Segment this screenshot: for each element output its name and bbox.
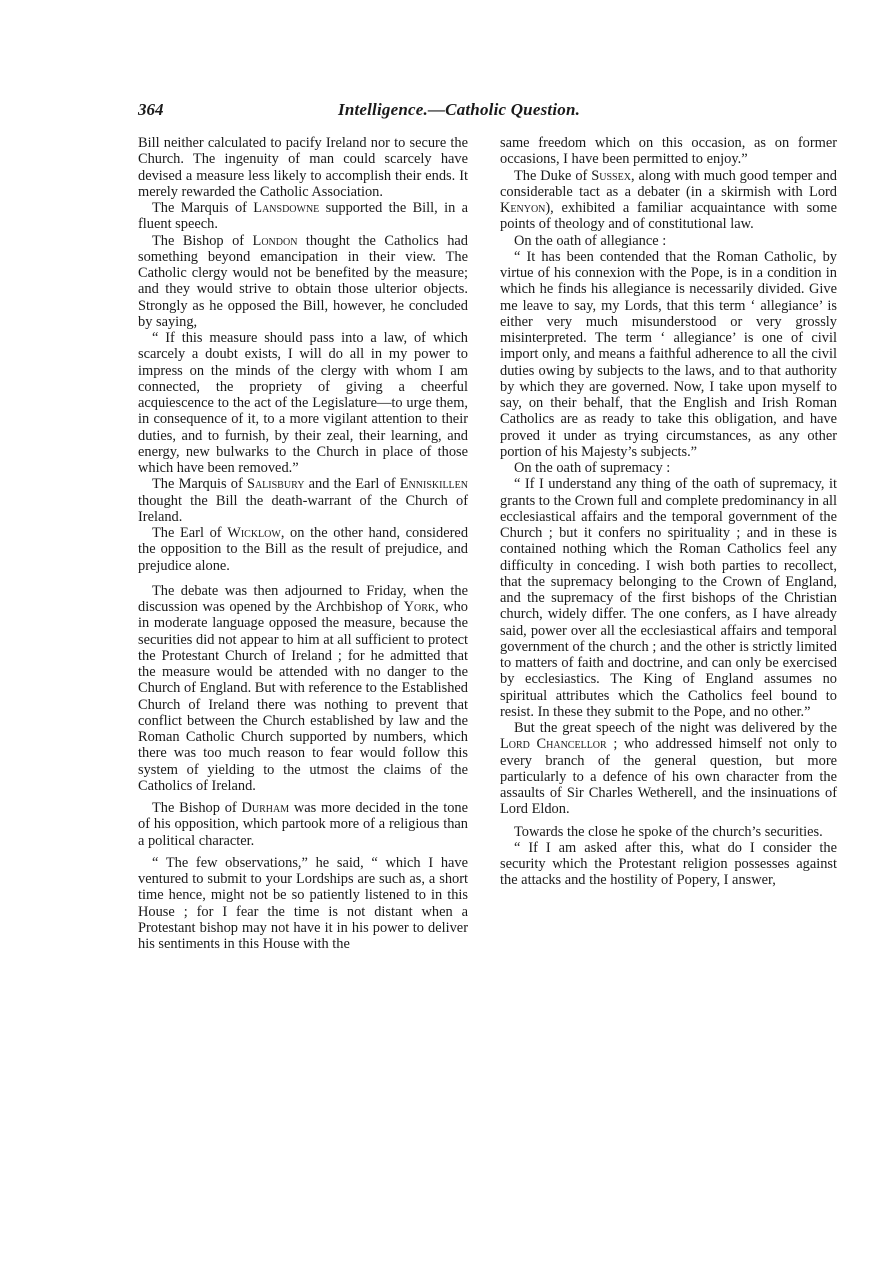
paragraph: The Marquis of Lansdowne supported the Bill, in a fluent speech.	[138, 200, 468, 233]
person-name: Lansdowne	[253, 200, 320, 216]
quotation: “ If I am asked after this, what do I consider the security which the Protestant religion possesses against the attacks and the hostility of Popery, I answer,	[500, 839, 837, 889]
paragraph: Bill neither calculated to pacify Ireland nor to secure the Church. The ingenuity of man could scarcely have devised a measure less likely to accomplish their ends. It merely rewarded the Catholic Association.	[138, 135, 468, 200]
quotation: “ If this measure should pass into a law, of which scarcely a doubt exists, I will do all in my power to impress on the minds of the clergy with whom I am connected, the propriety of giving a cheerful acquiescence to the act of the Legislature—to urge them, in consequence of it, to a more vigilant attention to their duties, and to furnish, by their zeal, their learning, and energy, new bulwarks to the Church in place of those which have been removed.”	[138, 330, 468, 476]
quotation: “ The few observations,” he said, “ which I have ventured to submit to your Lordships are such as, a short time hence, might not be so patiently listened to in this House ; for I fear the time is not distant when a Protestant bishop may not have it in his power to deliver his sentiments in this House with the	[138, 854, 468, 952]
quotation: “ It has been contended that the Roman Catholic, by virtue of his connexion with the Pope, is in a condition in which he finds his allegiance is necessarily divided. Give me leave to say, my Lords, that this term ‘ allegiance’ is either very much misunderstood or very grossly misinterpreted. The term ‘ allegiance’ is one of civil import only, and means a faithful adherence to all the civil duties owing by subjects to the laws, and to that authority by which they are governed. Now, I take upon myself to say, on their behalf, that the English and Irish Roman Catholics are as ready to take this obligation, and have proved it under as trying circumstances, as any other portion of his Majesty’s subjects.”	[500, 248, 837, 460]
paragraph: The Duke of Sussex, along with much good temper and considerable tact as a debater (in a skirmish with Lord Kenyon), exhibited a familiar acquaintance with some points of theology and of constitutional law.	[500, 167, 837, 233]
person-name: Durham	[241, 800, 290, 816]
paragraph: But the great speech of the night was delivered by the Lord Chancellor ; who addressed himself not only to every branch of the general question, but more particularly to a defence of his own character from the assaults of Sir Charles Wetherell, and the insinuations of Lord Eldon.	[500, 720, 837, 818]
paragraph: Towards the close he spoke of the church’s securities.	[514, 823, 823, 840]
person-name: Wicklow	[227, 525, 281, 541]
paragraph: The Bishop of Durham was more decided in the tone of his opposition, which partook more of a religious than a political character.	[138, 800, 468, 849]
person-name: Kenyon	[500, 200, 546, 216]
person-name: London	[252, 232, 298, 249]
paragraph: same freedom which on this occasion, as on former occasions, I have been permitted to enjoy.”	[500, 135, 837, 168]
person-name: Sussex	[591, 167, 631, 184]
quotation: “ If I understand any thing of the oath of supremacy, it grants to the Crown full and complete predominancy in all ecclesiastical affairs and the temporal government of the Church ; but it confers no spirituality ; and in these is contained nothing which the Roman Catholics feel any difficulty in conceding. I wish both parties to recollect, that the supremacy belonging to the Crown of England, and the supremacy of the first bishops of the Christian church, widely differ. The one confers, as I have already said, power over all the ecclesiastical affairs and temporal government of the church ; and the other is strictly limited to matters of faith and doctrine, and can only be exercised by ecclesiastics. The King of England assumes no spiritual attributes which the Catholics feel bound to resist. In these they submit to the Pope, and no other.”	[500, 476, 837, 720]
paragraph: The Earl of Wicklow, on the other hand, considered the opposition to the Bill as the result of prejudice, and prejudice alone.	[138, 525, 469, 574]
paragraph: The Marquis of Salisbury and the Earl of Enniskillen thought the Bill the death-warrant of the Church of Ireland.	[138, 476, 468, 525]
header-title: Intelligence.—Catholic Question.	[338, 100, 581, 119]
page-number: 364	[138, 100, 164, 119]
paragraph: The Bishop of London thought the Catholics had something beyond emancipation in their view. The Catholic clergy would not be benefited by the measure; and they would strive to obtain those ulterior objects. Strongly as he opposed the Bill, however, he concluded by saying,	[138, 232, 468, 330]
person-name: Lord Chancellor	[500, 736, 607, 753]
paragraph: On the oath of supremacy :	[514, 460, 671, 476]
paragraph: On the oath of allegiance :	[514, 232, 667, 249]
paragraph: The debate was then adjourned to Friday, when the discussion was opened by the Archbishop of York, who in moderate language opposed the measure, because the securities did not appear to him at all sufficient to protect the Protestant Church of Ireland ; for he admitted that the measure would be attended with no danger to the Church of England. But with reference to the Established Church of Ireland there was nothing to prevent that conflict between the Church established by law and the Roman Catholic Church supported by numbers, which there was too much reason to fear would follow this system of yielding to the utmost the claims of the Catholics of Ireland.	[138, 582, 468, 794]
person-name: York	[403, 599, 436, 615]
person-name: Enniskillen	[399, 476, 468, 493]
running-head	[138, 100, 760, 130]
right-column	[500, 135, 837, 889]
person-name: Salisbury	[246, 476, 305, 493]
left-column	[138, 135, 468, 952]
